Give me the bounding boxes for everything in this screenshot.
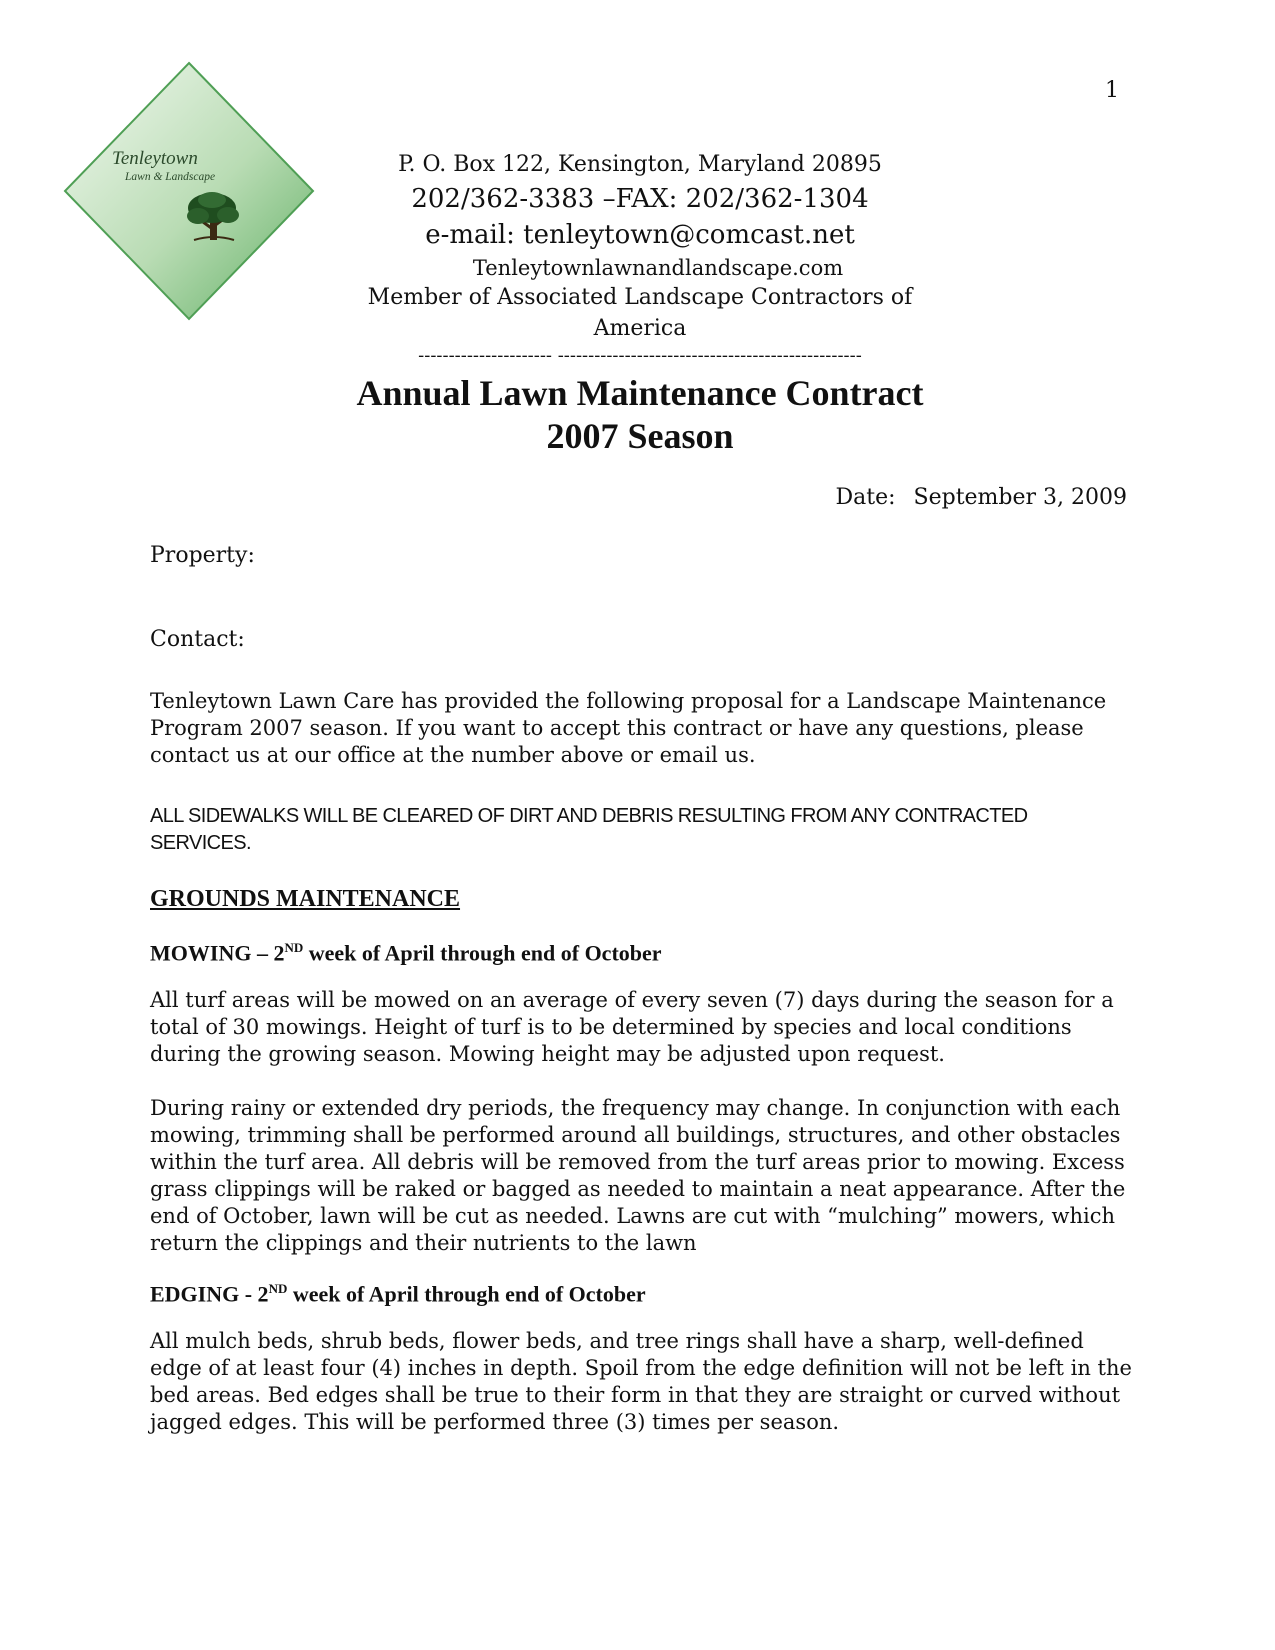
- logo-name: Tenleytown: [112, 148, 198, 169]
- edging-heading-ordinal: ND: [268, 1281, 288, 1296]
- mowing-paragraph-2: During rainy or extended dry periods, the frequency may change. In conjunction with each mowing, trimming shall be performed around all buildings, structures, and other obstacles within the turf area. All debris will be removed from the turf areas prior to mowing. Excess grass clippings will be raked or bagged as needed to maintain a neat appearance. After the end of October, lawn will be cut as needed. Lawns are cut with “mulching” mowers, which return the clippings and their nutrients to the lawn: [150, 1096, 1126, 1255]
- mowing-heading-suffix: week of April through end of October: [303, 940, 662, 966]
- page-number: 1: [1105, 78, 1119, 103]
- letterhead-rule: ---------------------- --------------------------------------------------: [418, 344, 862, 366]
- grounds-maintenance-heading: GROUNDS MAINTENANCE: [150, 886, 461, 912]
- property-label: Property:: [150, 543, 255, 568]
- sidewalk-notice: ALL SIDEWALKS WILL BE CLEARED OF DIRT AND DEBRIS RESULTING FROM ANY CONTRACTED SERVICES.: [150, 805, 1028, 854]
- edging-heading-prefix: EDGING - 2: [150, 1281, 269, 1307]
- date-label: Date:: [835, 485, 896, 510]
- letterhead: [330, 150, 950, 366]
- mowing-paragraph-1: All turf areas will be mowed on an average of every seven (7) days during the season for a total of 30 mowings. Height of turf is to be determined by species and local conditions during the growing season. Mowing height may be adjusted upon request.: [150, 988, 1114, 1066]
- mowing-heading-prefix: MOWING – 2: [150, 940, 285, 966]
- company-email: e-mail: tenleytown@comcast.net: [425, 220, 855, 251]
- document-title-line1: Annual Lawn Maintenance Contract: [356, 373, 924, 413]
- logo-subtitle: Lawn & Landscape: [125, 171, 216, 183]
- company-logo: [62, 60, 316, 322]
- company-address: P. O. Box 122, Kensington, Maryland 20895: [398, 152, 882, 177]
- edging-heading-suffix: week of April through end of October: [287, 1281, 646, 1307]
- contact-label: Contact:: [150, 627, 245, 652]
- document-title-line2: 2007 Season: [546, 416, 734, 457]
- date-value: September 3, 2009: [913, 485, 1127, 510]
- date-line: [835, 485, 1127, 510]
- company-membership: Member of Associated Landscape Contractors of America: [367, 284, 913, 341]
- company-website: Tenleytownlawnandlandscape.com: [472, 255, 844, 280]
- document-title: [280, 372, 1000, 458]
- mowing-heading-ordinal: ND: [284, 940, 304, 955]
- edging-heading: [150, 1281, 646, 1307]
- company-phone-fax: 202/362-3383 –FAX: 202/362-1304: [411, 183, 869, 214]
- edging-paragraph: All mulch beds, shrub beds, flower beds, and tree rings shall have a sharp, well-defined edge of at least four (4) inches in depth. Spoil from the edge definition will not be left in the bed areas. Bed edges shall be true to their form in that they are straight or curved without jagged edges. This will be performed three (3) times per season.: [150, 1329, 1132, 1434]
- intro-paragraph: Tenleytown Lawn Care has provided the following proposal for a Landscape Maintenance Program 2007 season. If you want to accept this contract or have any questions, please contact us at our office at the number above or email us.: [150, 689, 1107, 767]
- mowing-heading: [150, 940, 662, 966]
